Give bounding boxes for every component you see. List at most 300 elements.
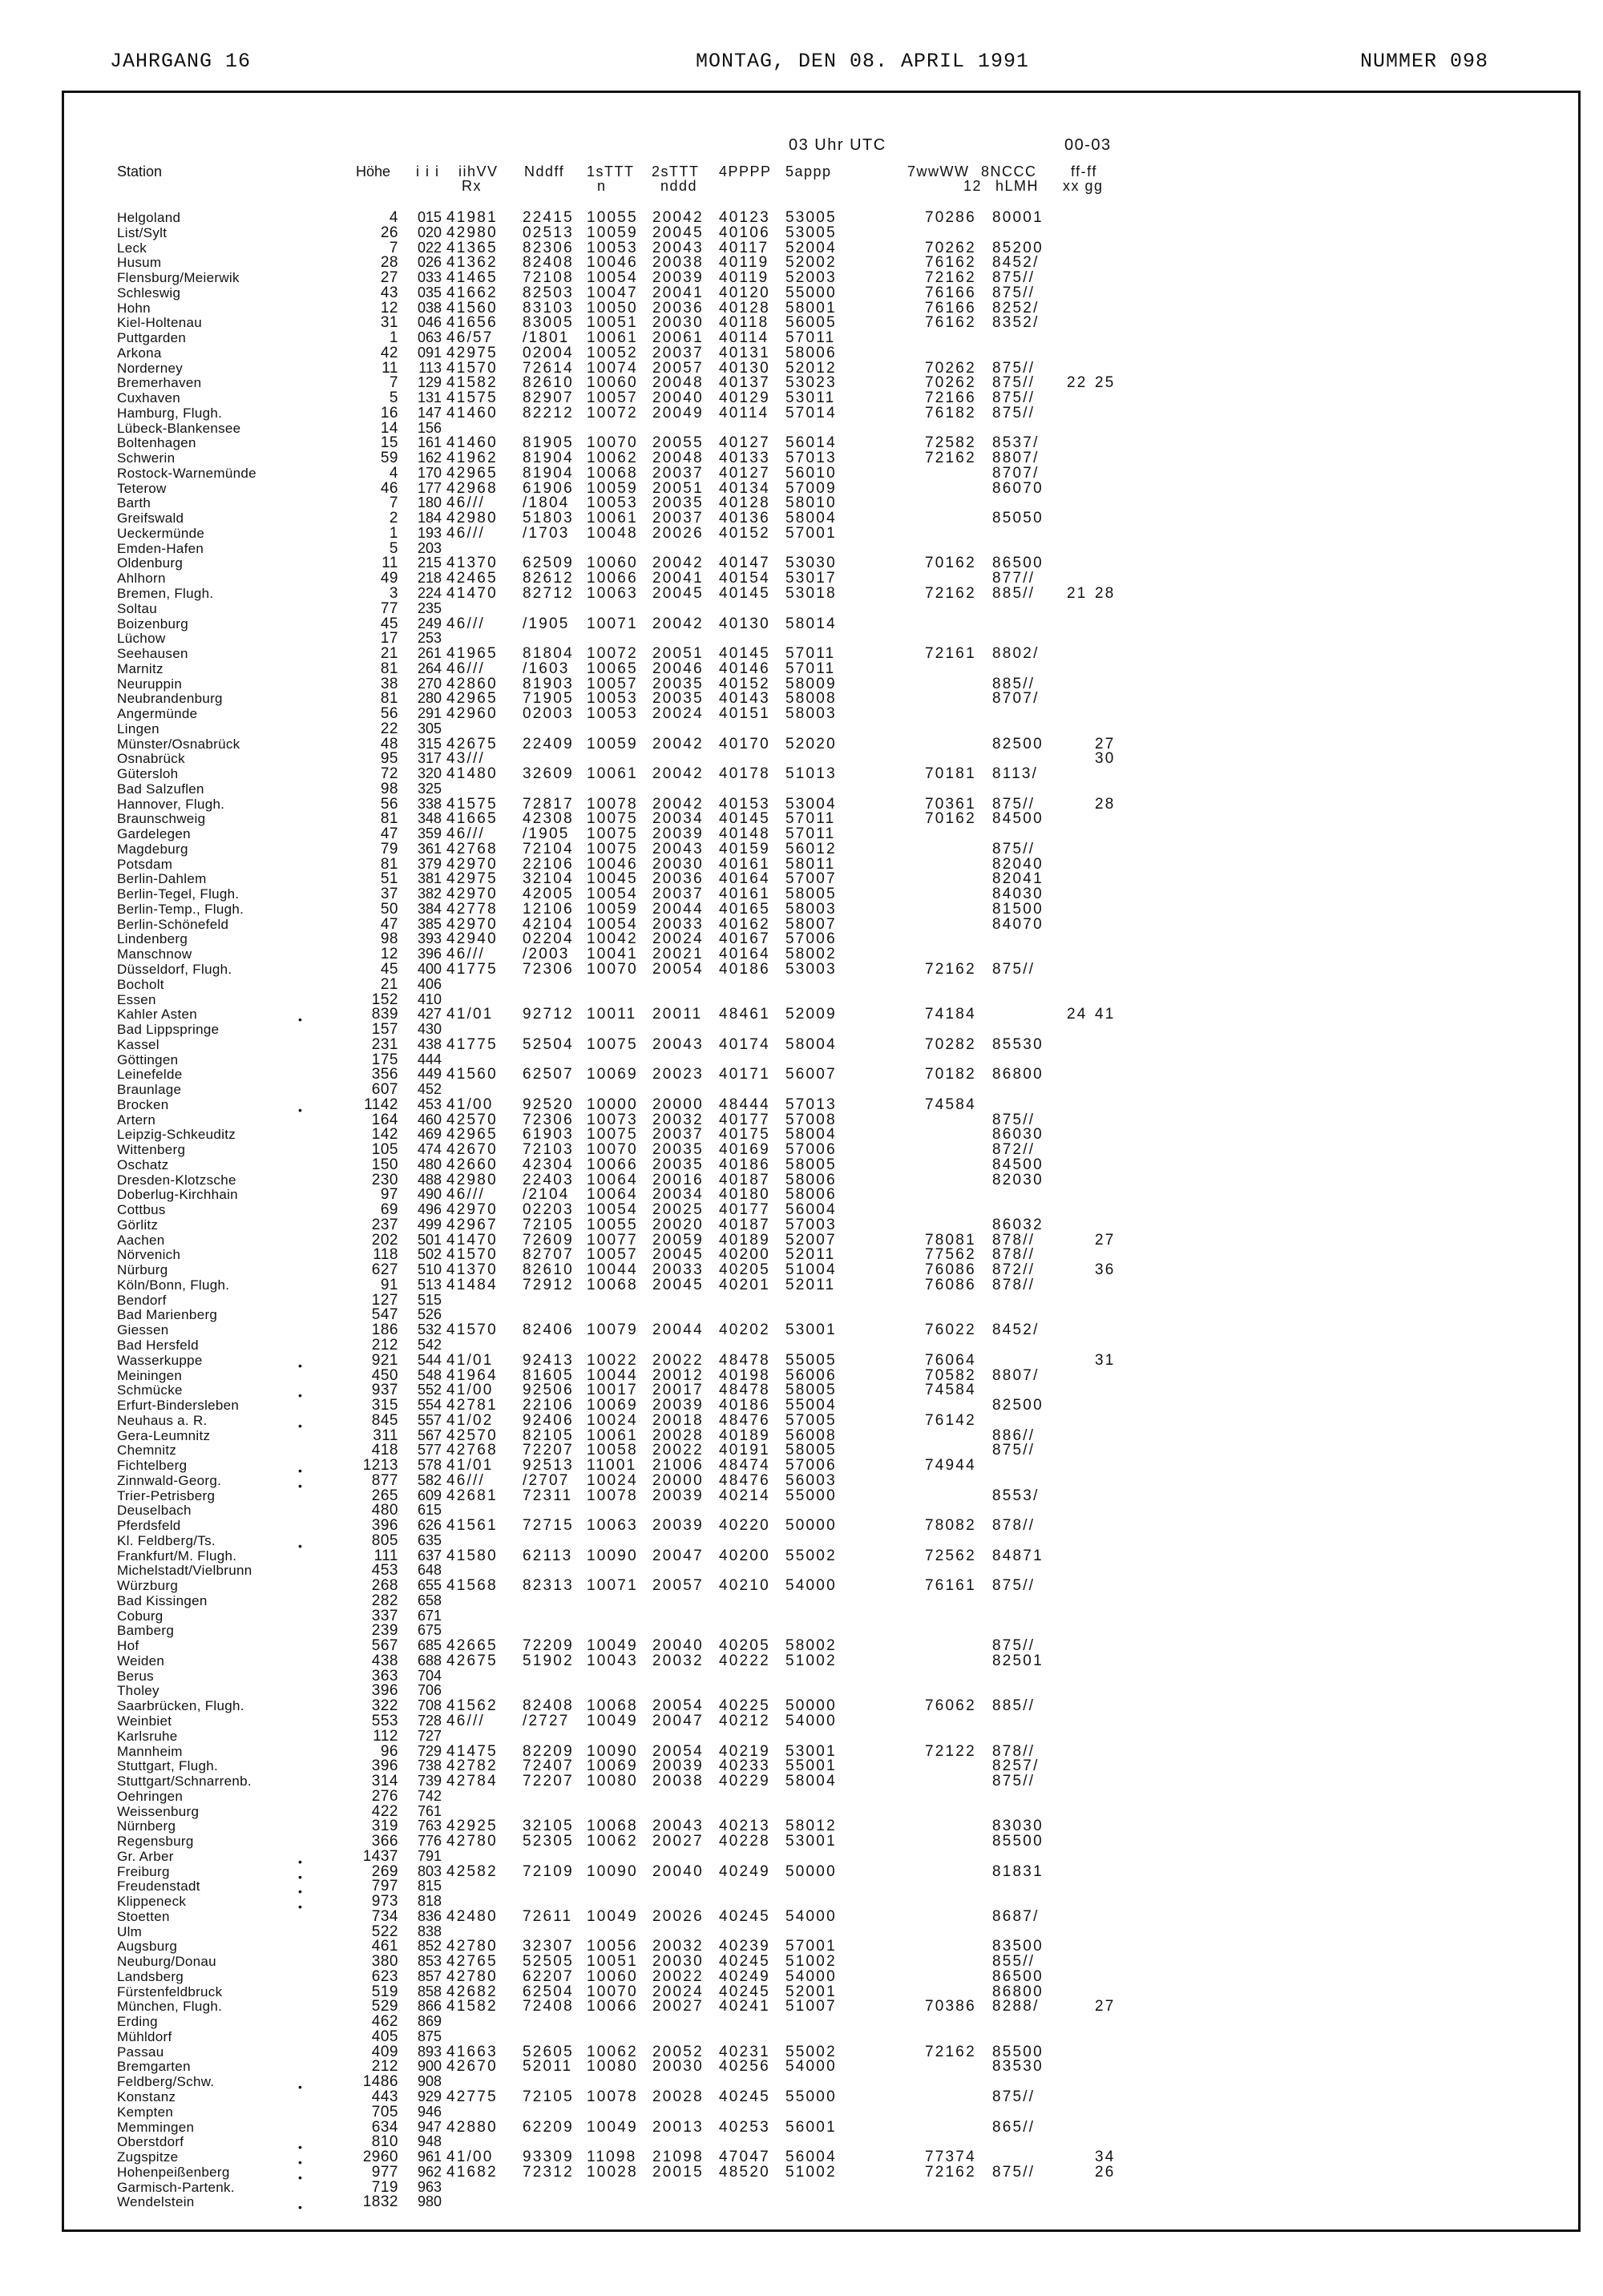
table-row: [0, 1368, 1603, 1383]
iihvv: 41460: [446, 434, 498, 452]
clouds: 877//: [992, 570, 1036, 587]
dewpoint: 20036: [652, 870, 704, 888]
iihvv: 42675: [446, 1652, 498, 1669]
iihvv: 42670: [446, 1141, 498, 1159]
table-row: [0, 571, 1603, 586]
station-height: 49: [380, 570, 398, 587]
dewpoint: 20035: [652, 494, 704, 512]
table-row: [0, 1698, 1603, 1713]
dewpoint: 20039: [652, 825, 704, 843]
pressure-tendency: 57006: [785, 1457, 837, 1475]
dewpoint: 20052: [652, 2043, 704, 2060]
station-name: Flensburg/Meierwik: [117, 270, 240, 286]
station-index: 469: [417, 1126, 442, 1143]
pressure-tendency: 51002: [785, 2163, 837, 2181]
station-index: 305: [417, 720, 442, 736]
header-8nccc: 8NCCC: [981, 163, 1037, 180]
pressure-tendency: 57011: [785, 825, 836, 843]
header-rx: Rx: [462, 178, 482, 194]
iihvv: 42880: [446, 2118, 498, 2136]
table-row: [0, 510, 1603, 526]
station-index: 946: [417, 2103, 442, 2120]
pressure-tendency: 56007: [785, 1066, 837, 1083]
dewpoint: 20036: [652, 299, 704, 317]
station-height: 22: [380, 720, 398, 737]
iihvv: 41/01: [446, 1457, 494, 1475]
station-index: 900: [417, 2058, 442, 2075]
table-row: [0, 977, 1603, 992]
nddff: 83103: [523, 299, 574, 317]
mountain-station-marker: •: [298, 1418, 305, 1432]
pressure: 40145: [719, 645, 770, 663]
table-row: [0, 1893, 1603, 1914]
weather: 76161: [925, 1577, 976, 1595]
temperature: 10090: [587, 1742, 638, 1760]
station-name: Fichtelberg: [117, 1458, 188, 1474]
station-index: 761: [417, 1802, 442, 1819]
nddff: 82712: [523, 585, 574, 602]
station-name: Leinefelde: [117, 1067, 183, 1083]
nddff: 92413: [523, 1351, 574, 1369]
station-height: 45: [380, 961, 398, 978]
table-row: [0, 1247, 1603, 1262]
station-height: 175: [371, 1051, 398, 1068]
pressure-tendency: 55005: [785, 1351, 837, 1369]
clouds: 872//: [992, 1141, 1036, 1159]
dewpoint: 20030: [652, 855, 704, 873]
dewpoint: 20048: [652, 374, 704, 392]
station-name: Kahler Asten: [117, 1007, 197, 1023]
pressure-tendency: 52001: [785, 1983, 837, 2000]
weather: 70582: [925, 1366, 976, 1384]
station-height: 77: [380, 599, 398, 617]
pressure-tendency: 56006: [785, 1366, 837, 1384]
pressure: 40186: [719, 1397, 770, 1414]
temperature: 10063: [587, 585, 638, 602]
station-height: 322: [371, 1697, 398, 1715]
dewpoint: 20020: [652, 1216, 704, 1233]
pressure-tendency: 53001: [785, 1322, 837, 1339]
pressure: 40147: [719, 555, 770, 572]
temperature: 10071: [587, 615, 638, 632]
gust-xx: 24: [1067, 1006, 1088, 1023]
pressure: 40241: [719, 1998, 770, 2016]
pressure-tendency: 53023: [785, 374, 837, 392]
mountain-station-marker: •: [298, 2080, 305, 2094]
weather: 72161: [925, 645, 976, 663]
station-name: Bremgarten: [117, 2059, 191, 2075]
station-height: 45: [380, 615, 398, 632]
table-row: [0, 1037, 1603, 1052]
clouds: 875//: [992, 389, 1036, 407]
station-name: Oberstdorf: [117, 2134, 184, 2150]
clouds: 8707/: [992, 690, 1040, 708]
station-index: 727: [417, 1727, 442, 1744]
clouds: 86032: [992, 1216, 1044, 1233]
nddff: 52504: [523, 1035, 574, 1053]
iihvv: 42975: [446, 344, 498, 361]
station-height: 1: [389, 524, 398, 542]
nddff: 72311: [523, 1487, 573, 1504]
pressure-tendency: 53001: [785, 1833, 837, 1850]
pressure: 40119: [719, 269, 769, 287]
pressure-tendency: 52011: [785, 1276, 836, 1293]
table-row: [0, 1518, 1603, 1533]
dewpoint: 20026: [652, 1907, 704, 1925]
table-row: [0, 946, 1603, 962]
dewpoint: 20022: [652, 1351, 704, 1369]
nddff: /1801: [523, 329, 570, 347]
dewpoint: 20049: [652, 404, 704, 422]
pressure: 40212: [719, 1713, 770, 1729]
iihvv: 42670: [446, 2058, 498, 2076]
station-height: 186: [371, 1322, 398, 1339]
dewpoint: 20041: [652, 570, 704, 587]
gust-gg: 28: [1095, 585, 1116, 602]
temperature: 10075: [587, 825, 638, 843]
table-row: [0, 871, 1603, 886]
temperature: 10065: [587, 660, 638, 677]
table-row: [0, 1471, 1603, 1492]
station-name: Oldenburg: [117, 555, 184, 571]
dewpoint: 20042: [652, 555, 704, 572]
clouds: 84500: [992, 1156, 1044, 1173]
station-index: 430: [417, 1021, 442, 1038]
pressure: 40249: [719, 1862, 770, 1880]
gust-xx: 21: [1067, 585, 1088, 602]
weather: 70282: [925, 1035, 976, 1053]
dewpoint: 20054: [652, 1697, 704, 1715]
station-index: 510: [417, 1261, 442, 1278]
pressure-tendency: 58006: [785, 1186, 837, 1204]
nddff: 62509: [523, 555, 574, 572]
pressure-tendency: 54000: [785, 1907, 837, 1925]
station-index: 396: [417, 946, 442, 962]
dewpoint: 20054: [652, 1742, 704, 1760]
clouds: 875//: [992, 359, 1036, 377]
header-n: n: [597, 178, 607, 194]
station-index: 577: [417, 1442, 442, 1459]
table-row: [0, 797, 1603, 812]
pressure: 40245: [719, 2088, 770, 2105]
header-ff: ff-ff: [1071, 163, 1097, 180]
station-name: Stuttgart/Schnarrenb.: [117, 1773, 252, 1790]
station-index: 338: [417, 795, 442, 812]
station-name: Cuxhaven: [117, 390, 180, 406]
header-2sttt: 2sTTT: [652, 163, 700, 180]
temperature: 10078: [587, 2088, 638, 2105]
station-name: Ueckermünde: [117, 525, 205, 541]
clouds: 86500: [992, 555, 1044, 572]
table-row: [0, 1293, 1603, 1308]
pressure-tendency: 53017: [785, 570, 837, 587]
weather: 70182: [925, 1066, 976, 1083]
pressure-tendency: 54000: [785, 1967, 837, 1985]
pressure-tendency: 55002: [785, 2043, 837, 2060]
station-name: Münster/Osnabrück: [117, 736, 240, 752]
table-row: [0, 466, 1603, 481]
station-index: 490: [417, 1186, 442, 1203]
pressure: 40159: [719, 840, 770, 857]
weather: 70181: [925, 765, 976, 783]
temperature: 10072: [587, 404, 638, 422]
clouds: 84030: [992, 886, 1044, 903]
station-index: 853: [417, 1953, 442, 1970]
station-height: 7: [389, 239, 398, 256]
station-height: 42: [380, 344, 398, 361]
station-height: 46: [380, 479, 398, 497]
temperature: 10061: [587, 329, 638, 347]
pressure-tendency: 56005: [785, 314, 837, 332]
pressure: 40189: [719, 1426, 770, 1444]
station-index: 542: [417, 1337, 442, 1353]
station-name: Neuhaus a. R.: [117, 1412, 208, 1428]
nddff: 32609: [523, 765, 574, 783]
iihvv: 41470: [446, 1231, 498, 1249]
table-row: [0, 450, 1603, 466]
station-name: Kassel: [117, 1036, 159, 1052]
nddff: 92406: [523, 1411, 574, 1429]
pressure-tendency: 57009: [785, 479, 837, 497]
station-index: 193: [417, 524, 442, 541]
dewpoint: 20039: [652, 1517, 704, 1535]
nddff: 82610: [523, 374, 574, 392]
nddff: 81904: [523, 464, 574, 482]
nddff: 32307: [523, 1938, 574, 1955]
pressure: 40174: [719, 1035, 770, 1053]
weather: 74584: [925, 1382, 976, 1399]
station-height: 2: [389, 510, 398, 527]
temperature: 10075: [587, 810, 638, 828]
gust-gg: 26: [1095, 2163, 1116, 2181]
dewpoint: 20013: [652, 2118, 704, 2136]
pressure-tendency: 51002: [785, 1953, 837, 1971]
station-index: 382: [417, 886, 442, 902]
station-index: 218: [417, 570, 442, 587]
station-index: 315: [417, 735, 442, 752]
station-index: 325: [417, 780, 442, 797]
pressure: 40231: [719, 2043, 770, 2060]
pressure-tendency: 50000: [785, 1697, 837, 1715]
pressure: 40165: [719, 900, 770, 918]
clouds: 81500: [992, 900, 1044, 918]
station-name: Angermünde: [117, 706, 198, 722]
table-row: [0, 1488, 1603, 1503]
pressure: 40164: [719, 946, 770, 963]
station-index: 685: [417, 1637, 442, 1654]
station-height: 16: [380, 404, 398, 422]
station-name: Klippeneck: [117, 1894, 187, 1910]
station-index: 963: [417, 2178, 442, 2195]
nddff: 72408: [523, 1998, 574, 2016]
dewpoint: 20039: [652, 1757, 704, 1775]
table-row: [0, 1818, 1603, 1834]
station-index: 635: [417, 1531, 442, 1548]
station-height: 239: [371, 1622, 398, 1640]
clouds: 81831: [992, 1862, 1044, 1880]
weather: 76142: [925, 1411, 976, 1429]
weather: 72162: [925, 450, 976, 467]
table-row: [0, 1847, 1603, 1868]
nddff: 82306: [523, 239, 574, 256]
pressure-tendency: 56008: [785, 1426, 837, 1444]
pressure-tendency: 51002: [785, 1652, 837, 1669]
table-row: [0, 1351, 1603, 1372]
station-height: 59: [380, 450, 398, 467]
table-row: [0, 1382, 1603, 1402]
temperature: 10044: [587, 1366, 638, 1384]
nddff: 51902: [523, 1652, 574, 1669]
dewpoint: 20035: [652, 1156, 704, 1173]
table-row: [0, 1398, 1603, 1413]
nddff: /1603: [523, 660, 570, 677]
nddff: 72108: [523, 269, 574, 287]
station-name: Coburg: [117, 1608, 164, 1624]
station-height: 111: [373, 1547, 398, 1564]
station-name: Gr. Arber: [117, 1848, 174, 1864]
temperature: 10055: [587, 1216, 638, 1233]
station-height: 797: [371, 1878, 398, 1895]
station-height: 17: [380, 630, 398, 648]
iihvv: 41/02: [446, 1411, 494, 1429]
station-name: Hamburg, Flugh.: [117, 405, 223, 421]
iihvv: 41582: [446, 1998, 498, 2016]
nddff: 72105: [523, 2088, 574, 2105]
station-index: 385: [417, 915, 442, 932]
pressure: 40145: [719, 810, 770, 828]
station-height: 12: [380, 946, 398, 963]
station-index: 235: [417, 599, 442, 616]
temperature: 10041: [587, 946, 638, 963]
pressure-tendency: 53011: [785, 389, 836, 407]
station-name: Giessen: [117, 1322, 169, 1338]
station-name: Neubrandenburg: [117, 691, 223, 707]
pressure: 40143: [719, 690, 770, 708]
temperature: 10043: [587, 1652, 638, 1669]
temperature: 10053: [587, 705, 638, 723]
station-index: 253: [417, 630, 442, 647]
weather: 70262: [925, 374, 976, 392]
pressure-tendency: 51004: [785, 1261, 837, 1279]
dewpoint: 20024: [652, 930, 704, 948]
station-index: 203: [417, 539, 442, 556]
temperature: 10017: [587, 1382, 638, 1399]
nddff: 83005: [523, 314, 574, 332]
nddff: 52011: [523, 2058, 573, 2076]
station-index: 671: [417, 1607, 442, 1624]
pressure: 40253: [719, 2118, 770, 2136]
station-index: 020: [417, 224, 442, 240]
station-name: Berlin-Dahlem: [117, 871, 207, 887]
pressure-tendency: 52004: [785, 239, 837, 256]
table-row: [0, 721, 1603, 736]
temperature: 10079: [587, 1322, 638, 1339]
station-index: 648: [417, 1562, 442, 1579]
iihvv: 42967: [446, 1216, 498, 1233]
table-row: [0, 1758, 1603, 1773]
table-row: [0, 646, 1603, 661]
dewpoint: 20045: [652, 224, 704, 241]
dewpoint: 20028: [652, 1426, 704, 1444]
dewpoint: 20041: [652, 284, 704, 301]
weather: 70262: [925, 239, 976, 256]
station-height: 95: [380, 750, 398, 768]
station-name: Gera-Leumnitz: [117, 1427, 211, 1443]
station-index: 704: [417, 1667, 442, 1684]
station-name: Berlin-Tegel, Flugh.: [117, 886, 240, 902]
station-index: 947: [417, 2118, 442, 2135]
table-row: [0, 1608, 1603, 1624]
temperature: 10061: [587, 765, 638, 783]
pressure: 40225: [719, 1697, 770, 1715]
dewpoint: 20000: [652, 1471, 704, 1489]
station-name: Cottbus: [117, 1202, 166, 1218]
pressure-tendency: 58008: [785, 690, 837, 708]
iihvv: 41460: [446, 404, 498, 422]
pressure: 40120: [719, 284, 770, 301]
dewpoint: 20051: [652, 645, 704, 663]
station-height: 230: [371, 1171, 398, 1188]
iihvv: 41/00: [446, 2149, 494, 2166]
pressure-tendency: 53018: [785, 585, 837, 602]
station-index: 249: [417, 615, 442, 632]
station-height: 450: [371, 1366, 398, 1384]
station-height: 98: [380, 930, 398, 948]
station-height: 422: [371, 1802, 398, 1820]
station-name: Helgoland: [117, 210, 181, 225]
station-height: 11: [382, 555, 398, 572]
iihvv: 41775: [446, 961, 498, 978]
table-row: [0, 1142, 1603, 1157]
table-row: [0, 435, 1603, 450]
pressure-tendency: 58006: [785, 344, 837, 361]
nddff: 62207: [523, 1967, 574, 1985]
station-name: Bad Lippspringe: [117, 1022, 220, 1038]
weather: 78082: [925, 1517, 976, 1535]
station-index: 180: [417, 494, 442, 511]
station-height: 623: [371, 1967, 398, 1985]
station-index: 791: [417, 1847, 442, 1864]
station-height: 634: [371, 2118, 398, 2136]
nddff: 22106: [523, 1397, 574, 1414]
gust-gg: 27: [1095, 1231, 1116, 1249]
pressure: 40167: [719, 930, 770, 948]
temperature: 10050: [587, 299, 638, 317]
iihvv: 41365: [446, 239, 498, 256]
pressure-tendency: 58010: [785, 494, 837, 512]
station-height: 269: [371, 1862, 398, 1880]
temperature: 10062: [587, 450, 638, 467]
temperature: 10075: [587, 840, 638, 857]
temperature: 10060: [587, 555, 638, 572]
iihvv: 41562: [446, 1697, 498, 1715]
iihvv: 42970: [446, 1201, 498, 1219]
station-index: 815: [417, 1878, 442, 1895]
pressure: 40191: [719, 1442, 770, 1459]
temperature: 10028: [587, 2163, 638, 2181]
temperature: 10044: [587, 1261, 638, 1279]
clouds: 878//: [992, 1231, 1036, 1249]
station-name: Berlin-Schönefeld: [117, 916, 229, 932]
iihvv: 41570: [446, 359, 498, 377]
station-index: 548: [417, 1366, 442, 1383]
station-name: Kiel-Holtenau: [117, 315, 202, 331]
pressure-tendency: 58005: [785, 886, 837, 903]
station-index: 184: [417, 510, 442, 527]
iihvv: 41965: [446, 645, 498, 663]
pressure: 40114: [719, 329, 769, 347]
dewpoint: 20030: [652, 1953, 704, 1971]
